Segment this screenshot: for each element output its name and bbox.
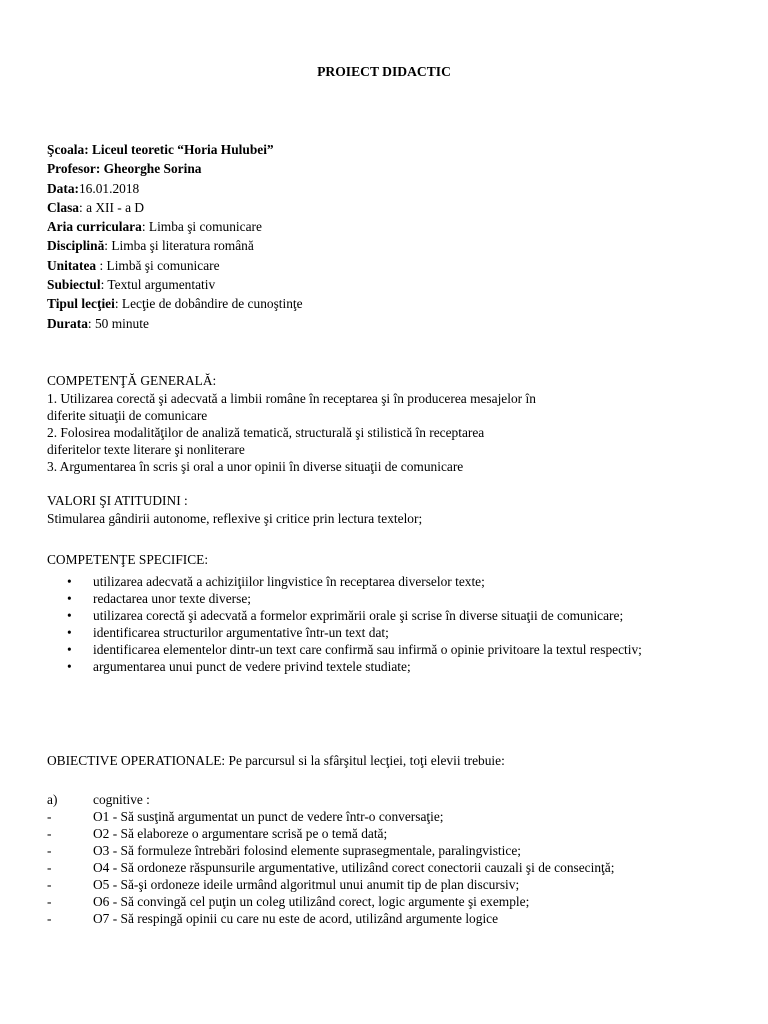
info-value: : Limba şi literatura română (104, 238, 254, 254)
info-class (47, 198, 303, 217)
info-discipline (47, 236, 303, 255)
list-item-text: redactarea unor texte diverse; (93, 591, 251, 606)
info-value: : Lecţie de dobândire de cunoştinţe (114, 296, 303, 312)
info-value: 16.01.2018 (78, 180, 140, 196)
list-item-text: utilizarea corectă şi adecvată a formelor exprimării orale şi scrise în diverse situaţii de comunicare; (93, 608, 624, 623)
objective-item (47, 893, 614, 910)
list-marker: a) (47, 792, 58, 807)
values-text: Stimularea gândirii autonome, reflexive şi critice prin lectura textelor; (47, 511, 423, 526)
info-label: Aria curriculara (47, 219, 142, 235)
info-value: : Limbă şi comunicare (96, 257, 220, 273)
info-label: Şcoala: Liceul teoretic “Horia Hulubei” (47, 142, 274, 157)
info-label: Clasa (47, 199, 79, 215)
list-item (47, 624, 733, 641)
dash-marker: - (47, 894, 52, 909)
bullet-icon: • (67, 642, 72, 657)
general-competence-section (47, 372, 536, 475)
specific-competences-list (47, 573, 733, 675)
bullet-icon: • (67, 574, 72, 589)
objective-item (47, 808, 614, 825)
objective-item (47, 859, 614, 876)
category-text: cognitive : (93, 792, 150, 807)
list-item-text: argumentarea unui punct de vedere privind textele studiate; (93, 659, 411, 674)
section-heading: COMPETENŢE SPECIFICE: (47, 552, 209, 567)
list-item-text: utilizarea adecvată a achiziţiilor lingvistice în receptarea diverselor texte; (93, 574, 485, 589)
info-lesson-type (47, 294, 303, 313)
info-label: Durata (47, 315, 88, 331)
info-label: Tipul lecţiei (47, 296, 115, 312)
general-competence-line: 2. Folosirea modalităţilor de analiză tematică, structurală şi stilistică în receptarea (47, 425, 485, 440)
dash-marker: - (47, 860, 52, 875)
specific-competences-section (47, 551, 208, 568)
general-competence-line: 1. Utilizarea corectă şi adecvată a limbii române în receptarea şi în producerea mesajelor în (47, 391, 536, 406)
objective-item (47, 876, 614, 893)
list-item (47, 590, 733, 607)
objective-item (47, 825, 614, 842)
info-school (47, 140, 303, 159)
bullet-icon: • (67, 659, 72, 674)
info-value: : Limba şi comunicare (141, 219, 262, 235)
dash-marker: - (47, 911, 52, 926)
list-item-text: identificarea structurilor argumentative într-un text dat; (93, 625, 389, 640)
info-duration (47, 314, 303, 333)
objectives-heading: OBIECTIVE OPERATIONALE: Pe parcursul si la sfârşitul lecţiei, toţi elevii trebuie: (47, 753, 505, 768)
objectives-list (47, 791, 614, 927)
objectives-category (47, 791, 614, 808)
list-item (47, 607, 733, 624)
info-label: Disciplină (47, 238, 105, 254)
list-item-text: identificarea elementelor dintr-un text care confirmă sau infirmă o opinie privitoare la textul respectiv; (93, 642, 642, 657)
objective-text: O5 - Să-şi ordoneze ideile urmând algoritmul unui anumit tip de plan discursiv; (93, 877, 520, 892)
dash-marker: - (47, 809, 52, 824)
objective-item (47, 842, 614, 859)
general-competence-line: diferitelor texte literare şi nonliterare (47, 442, 245, 457)
list-item (47, 573, 733, 590)
bullet-icon: • (67, 608, 72, 623)
lesson-info (47, 140, 303, 333)
info-date (47, 179, 303, 198)
objective-text: O4 - Să ordoneze răspunsurile argumentative, utilizând corect conectorii cauzali şi de consecinţă; (93, 860, 615, 875)
info-label: Data: (47, 180, 79, 196)
info-curricular-area (47, 217, 303, 236)
objective-item (47, 910, 614, 927)
info-subject (47, 275, 303, 294)
bullet-icon: • (67, 625, 72, 640)
info-label: Profesor: Gheorghe Sorina (47, 161, 202, 177)
info-teacher (47, 159, 303, 178)
list-item (47, 658, 733, 675)
general-competence-line: 3. Argumentarea în scris şi oral a unor opinii în diverse situaţii de comunicare (47, 459, 464, 474)
info-unit (47, 256, 303, 275)
dash-marker: - (47, 826, 52, 841)
dash-marker: - (47, 877, 52, 892)
dash-marker: - (47, 843, 52, 858)
bullet-icon: • (67, 591, 72, 606)
info-value: : 50 minute (87, 315, 149, 331)
section-heading: VALORI ŞI ATITUDINI : (47, 493, 188, 508)
values-section (47, 492, 422, 527)
section-heading: COMPETENŢĂ GENERALĂ: (47, 373, 217, 388)
objective-text: O7 - Să respingă opinii cu care nu este de acord, utilizând argumente logice (93, 911, 499, 926)
objective-text: O2 - Să elaboreze o argumentare scrisă pe o temă dată; (93, 826, 388, 841)
objective-text: O3 - Să formuleze întrebări folosind elemente suprasegmentale, paralingvistice; (93, 843, 521, 858)
info-value: : a XII - a D (79, 199, 145, 215)
objective-text: O1 - Să susţină argumentat un punct de vedere într-o conversaţie; (93, 809, 444, 824)
list-item (47, 641, 733, 658)
objective-text: O6 - Să convingă cel puţin un coleg utilizând corect, logic argumente şi exemple; (93, 894, 530, 909)
info-label: Subiectul (47, 277, 101, 293)
general-competence-line: diferite situaţii de comunicare (47, 408, 208, 423)
info-value: : Textul argumentativ (100, 277, 216, 293)
page-title: PROIECT DIDACTIC (317, 64, 451, 79)
info-label: Unitatea (47, 257, 97, 273)
